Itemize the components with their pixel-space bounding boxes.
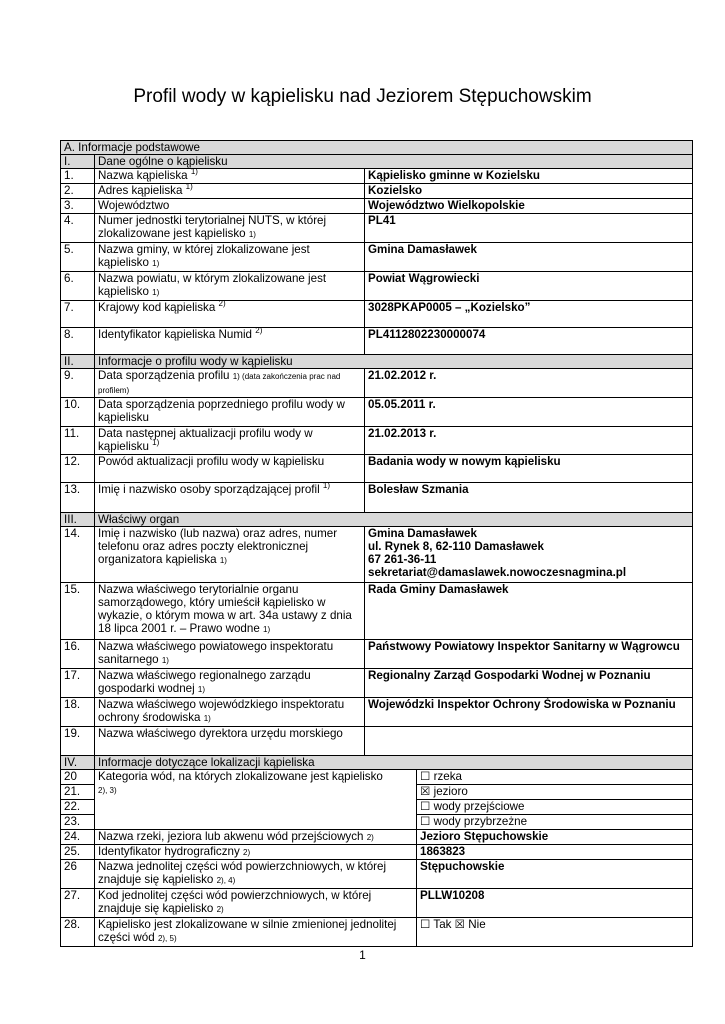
- row-num: 19.: [61, 727, 95, 756]
- category-option-lake: ☒ jezioro: [417, 785, 693, 800]
- table-row: [61, 698, 693, 727]
- row-value: PLLW10208: [417, 889, 693, 918]
- row-num: 25.: [61, 845, 95, 860]
- row-num: 13.: [61, 483, 95, 513]
- section-num: II.: [61, 355, 95, 369]
- row-label: Adres kąpieliska $^{1)}$: [95, 184, 365, 199]
- row-num: 18.: [61, 698, 95, 727]
- table-row: [61, 272, 693, 301]
- row-label: Województwo: [95, 199, 365, 214]
- row-label: Identyfikator hydrograficzny 2): [95, 845, 417, 860]
- table-row: [61, 301, 693, 328]
- row-label: Data sporządzenia profilu 1) (data zakończenia prac nad profilem): [95, 369, 365, 398]
- row-label: Nazwa rzeki, jeziora lub akwenu wód przejściowych 2): [95, 830, 417, 845]
- table-row: [61, 770, 693, 785]
- row-value: 05.05.2011 r.: [365, 398, 693, 427]
- row-num: 17.: [61, 669, 95, 698]
- section-ii-header: [61, 355, 693, 369]
- row-value: Kozielsko: [365, 184, 693, 199]
- row-num: 9.: [61, 369, 95, 398]
- row-num: 10.: [61, 398, 95, 427]
- row-label: Nazwa właściwego powiatowego inspektoratu sanitarnego 1): [95, 640, 365, 669]
- row-num: 8.: [61, 328, 95, 355]
- row-num: 5.: [61, 243, 95, 272]
- row-num: 1.: [61, 169, 95, 184]
- section-iv-header: [61, 756, 693, 770]
- page-title: Profil wody w kąpielisku nad Jeziorem Stępuchowskim: [133, 86, 592, 107]
- section-label: Informacje o profilu wody w kąpielisku: [95, 355, 693, 369]
- row-label: Nazwa właściwego dyrektora urzędu morskiego: [95, 727, 365, 756]
- row-label: Kąpielisko jest zlokalizowane w silnie zmienionej jednolitej części wód 2), 5): [95, 918, 417, 947]
- table-row: [61, 427, 693, 455]
- table-row: [61, 845, 693, 860]
- row-value: Województwo Wielkopolskie: [365, 199, 693, 214]
- row-num: 28.: [61, 918, 95, 947]
- row-value: Badania wody w nowym kąpielisku: [365, 455, 693, 483]
- row-value: 21.02.2013 r.: [365, 427, 693, 455]
- row-label: Kod jednolitej części wód powierzchniowych, w której znajduje się kąpielisko 2): [95, 889, 417, 918]
- row-num: 2.: [61, 184, 95, 199]
- row-num: 14.: [61, 527, 95, 583]
- organizer-name: Gmina Damasławek: [368, 527, 477, 540]
- table-row: [61, 214, 693, 243]
- row-label: Nazwa gminy, w której zlokalizowane jest kąpielisko 1): [95, 243, 365, 272]
- row-num: 7.: [61, 301, 95, 328]
- row-num: 26: [61, 860, 95, 889]
- section-num: I.: [61, 155, 95, 169]
- row-value: 3028PKAP0005 – „Kozielsko”: [365, 301, 693, 328]
- table-row: [61, 583, 693, 640]
- table-row: [61, 918, 693, 947]
- organizer-phone: 67 261-36-11: [368, 553, 437, 566]
- section-label: Właściwy organ: [95, 513, 693, 527]
- table-row: [61, 860, 693, 889]
- row-value: Państwowy Powiatowy Inspektor Sanitarny w Wągrowcu: [365, 640, 693, 669]
- section-a-title: A. Informacje podstawowe: [61, 141, 693, 155]
- table-row: [61, 369, 693, 398]
- organizer-email: sekretariat@damaslawek.nowoczesnagmina.pl: [368, 566, 627, 579]
- row-num: 22.: [61, 800, 95, 815]
- row-num: 3.: [61, 199, 95, 214]
- row-value: PL41: [365, 214, 693, 243]
- table-row: [61, 199, 693, 214]
- section-a-header: [61, 141, 693, 155]
- row-value: PL4112802230000074: [365, 328, 693, 355]
- row-value: Bolesław Szmania: [365, 483, 693, 513]
- row-label: Powód aktualizacji profilu wody w kąpielisku: [95, 455, 365, 483]
- table-row: [61, 889, 693, 918]
- category-option-coastal: ☐ wody przybrzeżne: [417, 815, 693, 830]
- row-label: Data następnej aktualizacji profilu wody w kąpielisku $^{1)}$: [95, 427, 365, 455]
- row-value: Jezioro Stępuchowskie: [417, 830, 693, 845]
- row-num: 4.: [61, 214, 95, 243]
- row-label: Krajowy kod kąpieliska $^{2)}$: [95, 301, 365, 328]
- table-row: [61, 669, 693, 698]
- row-num: 27.: [61, 889, 95, 918]
- category-option-river: ☐ rzeka: [417, 770, 693, 785]
- row-label: Data sporządzenia poprzedniego profilu wody w kąpielisku: [95, 398, 365, 427]
- table-row: [61, 727, 693, 756]
- row-value: 21.02.2012 r.: [365, 369, 693, 398]
- section-label: Informacje dotyczące lokalizacji kąpieliska: [95, 756, 693, 770]
- table-row: [61, 640, 693, 669]
- row-label: Nazwa właściwego regionalnego zarządu gospodarki wodnej 1): [95, 669, 365, 698]
- row-num: 11.: [61, 427, 95, 455]
- row-label: Identyfikator kąpieliska Numid $^{2)}$: [95, 328, 365, 355]
- table-row: [61, 328, 693, 355]
- table-row: [61, 483, 693, 513]
- row-label: Nazwa właściwego terytorialnie organu samorządowego, który umieścił kąpielisko w wykazie, o którym mowa w art. 34a ustawy z dnia 18 lipca 2001 r. – Prawo wodne 1): [95, 583, 365, 640]
- row-value-organizer: [365, 527, 693, 583]
- section-label: Dane ogólne o kąpielisku: [95, 155, 693, 169]
- row-num: 21.: [61, 785, 95, 800]
- organizer-address: ul. Rynek 8, 62-110 Damasławek: [368, 540, 544, 553]
- table-row: [61, 398, 693, 427]
- page-number: 1: [359, 948, 366, 962]
- row-label: Imię i nazwisko (lub nazwa) oraz adres, numer telefonu oraz adres poczty elektronicznej organizatora kąpieliska 1): [95, 527, 365, 583]
- row-value: Stępuchowskie: [417, 860, 693, 889]
- row-label: Nazwa kąpieliska $^{1)}$: [95, 169, 365, 184]
- row-num: 12.: [61, 455, 95, 483]
- row-num: 20: [61, 770, 95, 785]
- table-row: [61, 527, 693, 583]
- row-value: Rada Gminy Damasławek: [365, 583, 693, 640]
- row-num: 24.: [61, 830, 95, 845]
- category-option-transitional: ☐ wody przejściowe: [417, 800, 693, 815]
- row-label: Nazwa jednolitej części wód powierzchniowych, w której znajduje się kąpielisko 2), 4): [95, 860, 417, 889]
- section-iii-header: [61, 513, 693, 527]
- row-value: Kąpielisko gminne w Kozielsku: [365, 169, 693, 184]
- section-num: III.: [61, 513, 95, 527]
- table-row: [61, 830, 693, 845]
- row-value: Wojewódzki Inspektor Ochrony Środowiska w Poznaniu: [365, 698, 693, 727]
- row-value: Powiat Wągrowiecki: [365, 272, 693, 301]
- table-row: [61, 184, 693, 199]
- heavily-modified-choice: ☐ Tak ☒ Nie: [417, 918, 693, 947]
- table-row: [61, 455, 693, 483]
- row-num: 15.: [61, 583, 95, 640]
- section-i-header: [61, 155, 693, 169]
- table-row: [61, 169, 693, 184]
- row-label: Nazwa powiatu, w którym zlokalizowane jest kąpielisko 1): [95, 272, 365, 301]
- row-num: 6.: [61, 272, 95, 301]
- row-value: Gmina Damasławek: [365, 243, 693, 272]
- row-label: Nazwa właściwego wojewódzkiego inspektoratu ochrony środowiska 1): [95, 698, 365, 727]
- row-value: 1863823: [417, 845, 693, 860]
- category-label: Kategoria wód, na których zlokalizowane jest kąpielisko 2), 3): [95, 770, 417, 830]
- row-num: 23.: [61, 815, 95, 830]
- row-value: [365, 727, 693, 756]
- row-label: Numer jednostki terytorialnej NUTS, w której zlokalizowane jest kąpielisko 1): [95, 214, 365, 243]
- row-num: 16.: [61, 640, 95, 669]
- section-num: IV.: [61, 756, 95, 770]
- row-value: Regionalny Zarząd Gospodarki Wodnej w Poznaniu: [365, 669, 693, 698]
- row-label: Imię i nazwisko osoby sporządzającej profil $^{1)}$: [95, 483, 365, 513]
- table-row: [61, 243, 693, 272]
- basic-info-table: [60, 140, 693, 947]
